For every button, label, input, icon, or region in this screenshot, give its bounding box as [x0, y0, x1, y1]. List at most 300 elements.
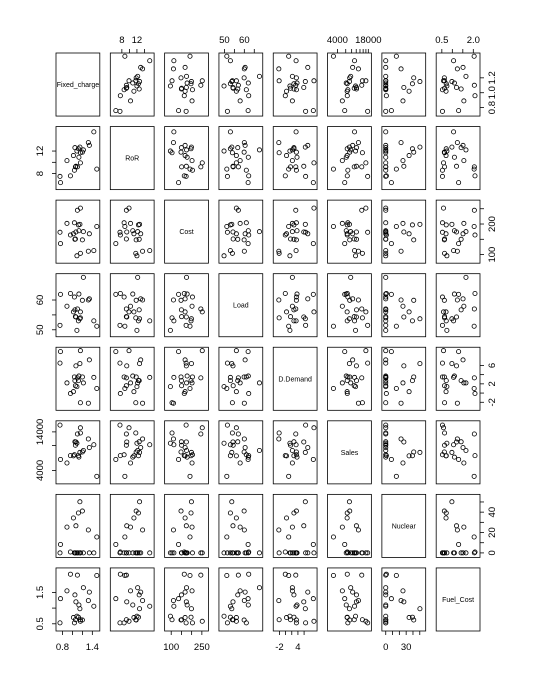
data-point-2-7-20 — [440, 221, 444, 225]
data-point-2-3-0 — [231, 237, 235, 241]
panel-frame-7-1 — [110, 568, 154, 631]
data-point-0-1-3 — [132, 89, 136, 93]
data-point-4-5-17 — [354, 379, 358, 383]
data-point-0-5-2 — [352, 59, 356, 63]
panel-frame-6-4 — [273, 494, 317, 557]
data-point-7-4-16 — [311, 597, 315, 601]
data-point-2-5-19 — [348, 238, 352, 242]
data-point-4-7-4 — [472, 386, 476, 390]
data-point-3-1-11 — [131, 292, 135, 296]
data-point-0-7-2 — [451, 59, 455, 63]
data-point-2-4-19 — [294, 238, 298, 242]
data-point-0-5-5 — [356, 67, 360, 71]
data-point-6-0-8 — [87, 551, 91, 555]
data-point-0-2-21 — [184, 85, 188, 89]
data-point-5-7-18 — [442, 431, 446, 435]
bottom-tick-label-0-1: 1.4 — [85, 642, 99, 653]
bottom-tick-label-4-0: -2 — [275, 642, 284, 653]
data-point-1-5-15 — [364, 161, 368, 165]
data-point-6-7-21 — [454, 524, 458, 528]
data-point-6-3-3 — [234, 516, 238, 520]
data-point-1-2-6 — [184, 148, 188, 152]
data-point-3-1-3 — [132, 310, 136, 314]
data-point-2-6-1 — [401, 221, 405, 225]
data-point-6-3-9 — [228, 511, 232, 515]
data-point-0-4-21 — [302, 85, 306, 89]
data-point-5-0-1 — [65, 461, 69, 465]
data-point-6-4-4 — [287, 535, 291, 539]
data-point-1-0-5 — [86, 140, 90, 144]
right-tick-label-6-0: 0 — [487, 550, 498, 556]
data-point-4-5-4 — [331, 386, 335, 390]
data-point-6-2-19 — [179, 509, 183, 513]
data-point-3-2-20 — [190, 295, 194, 299]
data-point-2-0-16 — [58, 241, 62, 245]
data-point-0-3-14 — [247, 94, 251, 98]
data-point-4-5-10 — [366, 361, 370, 365]
data-point-5-2-13 — [168, 441, 172, 445]
data-point-2-4-15 — [312, 206, 316, 210]
data-point-2-3-21 — [231, 230, 235, 234]
data-point-4-1-18 — [134, 401, 138, 405]
data-point-7-3-20 — [244, 621, 248, 625]
data-point-7-6-12 — [418, 607, 422, 611]
data-point-3-1-6 — [136, 275, 140, 279]
data-point-4-5-7 — [360, 376, 364, 380]
data-point-3-2-1 — [190, 304, 194, 308]
data-point-3-0-4 — [95, 324, 99, 328]
data-point-4-6-1 — [401, 381, 405, 385]
data-point-1-4-10 — [304, 174, 308, 178]
data-point-0-7-17 — [459, 87, 463, 91]
data-point-6-3-1 — [238, 525, 242, 529]
data-point-3-5-7 — [360, 307, 364, 311]
data-point-7-0-5 — [86, 598, 90, 602]
data-point-1-3-16 — [246, 181, 250, 185]
top-tick-label-1-0: 8 — [119, 35, 125, 46]
left-tick-label-1-0: 8 — [35, 170, 46, 177]
data-point-2-3-5 — [242, 249, 246, 253]
top-tick-label-5-1: 18000 — [355, 35, 382, 46]
data-point-3-4-18 — [277, 316, 281, 320]
top-tick-label-3-0: 50 — [219, 35, 230, 46]
data-point-3-6-10 — [384, 323, 388, 327]
panel-frame-6-7 — [436, 494, 480, 557]
data-point-6-2-20 — [190, 551, 194, 555]
data-point-3-5-10 — [366, 323, 370, 327]
data-point-4-3-5 — [242, 401, 246, 405]
right-tick-label-4-1: 2 — [487, 381, 498, 387]
data-point-2-7-10 — [440, 230, 444, 234]
data-point-5-1-1 — [128, 461, 132, 465]
data-point-1-6-12 — [418, 145, 422, 149]
data-point-0-4-15 — [312, 79, 316, 83]
data-point-1-0-16 — [58, 181, 62, 185]
data-point-1-5-4 — [331, 167, 335, 171]
data-point-5-1-7 — [124, 432, 128, 436]
data-point-7-5-16 — [343, 597, 347, 601]
data-point-0-3-15 — [234, 79, 238, 83]
data-point-2-7-15 — [441, 206, 445, 210]
data-point-2-7-1 — [462, 221, 466, 225]
data-point-4-0-18 — [78, 401, 82, 405]
panel-frame-3-6 — [382, 274, 426, 337]
data-point-4-5-13 — [353, 385, 357, 389]
data-point-5-2-10 — [184, 423, 188, 427]
data-point-7-4-20 — [294, 621, 298, 625]
data-point-4-1-5 — [140, 401, 144, 405]
data-point-0-3-8 — [243, 65, 247, 69]
data-point-3-7-20 — [440, 295, 444, 299]
data-point-6-2-9 — [189, 511, 193, 515]
data-point-7-0-4 — [95, 573, 99, 577]
data-point-3-7-13 — [445, 328, 449, 332]
data-point-4-3-8 — [243, 358, 247, 362]
data-point-6-0-14 — [68, 550, 72, 554]
data-point-0-7-14 — [473, 94, 477, 98]
variable-label-load: Load — [233, 302, 249, 310]
data-point-7-1-11 — [131, 603, 135, 607]
data-point-3-4-4 — [287, 324, 291, 328]
panel-frame-1-6 — [382, 127, 426, 190]
data-point-2-7-17 — [459, 237, 463, 241]
data-point-7-6-17 — [384, 593, 388, 597]
data-point-6-0-5 — [86, 528, 90, 532]
data-point-5-3-3 — [234, 454, 238, 458]
top-tick-label-1-1: 12 — [131, 35, 143, 46]
data-point-1-2-16 — [176, 181, 180, 185]
data-point-7-2-2 — [172, 604, 176, 608]
data-point-2-0-4 — [95, 224, 99, 228]
data-point-5-4-16 — [311, 457, 315, 461]
data-point-5-1-16 — [114, 457, 118, 461]
data-point-6-0-3 — [71, 516, 75, 520]
top-tick-label-7-0: 0.5 — [435, 35, 449, 46]
data-point-4-7-10 — [440, 361, 444, 365]
data-point-6-7-3 — [444, 516, 448, 520]
data-point-6-1-4 — [123, 535, 127, 539]
data-point-0-3-4 — [225, 54, 229, 58]
data-point-2-1-1 — [128, 221, 132, 225]
data-point-7-2-10 — [184, 621, 188, 625]
data-point-2-4-4 — [287, 224, 291, 228]
panel-frame-5-1 — [110, 421, 154, 484]
data-point-4-0-5 — [86, 401, 90, 405]
data-point-4-1-10 — [118, 361, 122, 365]
data-point-3-2-5 — [171, 298, 175, 302]
data-point-2-5-18 — [360, 251, 364, 255]
data-point-6-0-4 — [95, 535, 99, 539]
data-point-0-5-4 — [331, 54, 335, 58]
data-point-2-5-16 — [343, 241, 347, 245]
data-point-5-3-7 — [236, 432, 240, 436]
data-point-1-0-1 — [65, 159, 69, 163]
data-point-6-4-14 — [283, 550, 287, 554]
data-point-2-5-13 — [353, 254, 357, 258]
data-point-0-7-4 — [472, 54, 476, 58]
panel-frame-4-6 — [382, 347, 426, 410]
data-point-7-1-12 — [137, 607, 141, 611]
data-point-6-2-3 — [183, 516, 187, 520]
data-point-2-6-9 — [410, 223, 414, 227]
data-point-1-7-15 — [441, 161, 445, 165]
data-point-4-1-14 — [118, 391, 122, 395]
data-point-7-3-11 — [246, 603, 250, 607]
data-point-1-5-7 — [360, 165, 364, 169]
data-point-0-1-4 — [123, 54, 127, 58]
data-point-3-4-0 — [288, 315, 292, 319]
data-point-6-1-2 — [148, 551, 152, 555]
data-point-0-7-8 — [461, 65, 465, 69]
data-point-6-7-1 — [462, 525, 466, 529]
data-point-7-0-10 — [58, 621, 62, 625]
data-point-3-0-13 — [75, 328, 79, 332]
data-point-7-5-8 — [351, 590, 355, 594]
data-point-3-1-16 — [114, 292, 118, 296]
data-point-3-4-10 — [304, 323, 308, 327]
data-point-3-2-14 — [182, 291, 186, 295]
data-point-3-0-14 — [68, 291, 72, 295]
data-point-3-2-21 — [184, 315, 188, 319]
data-point-4-2-15 — [200, 349, 204, 353]
data-point-0-6-9 — [410, 82, 414, 86]
data-point-4-7-8 — [461, 358, 465, 362]
data-point-4-6-12 — [418, 361, 422, 365]
data-point-0-4-8 — [306, 65, 310, 69]
data-point-2-7-7 — [472, 208, 476, 212]
data-point-0-6-10 — [384, 109, 388, 113]
right-tick-label-0-0: 0.8 — [487, 100, 498, 115]
right-tick-label-4-2: 6 — [487, 362, 498, 369]
data-point-1-5-14 — [345, 174, 349, 178]
data-point-1-6-2 — [384, 130, 388, 134]
data-point-2-4-13 — [288, 254, 292, 258]
data-point-0-3-19 — [242, 76, 246, 80]
data-point-0-1-16 — [114, 108, 118, 112]
data-point-1-7-12 — [450, 145, 454, 149]
left-tick-label-1-1: 12 — [35, 145, 46, 157]
data-point-5-7-14 — [473, 454, 477, 458]
data-point-7-5-14 — [345, 572, 349, 576]
data-point-2-3-11 — [246, 229, 250, 233]
data-point-5-3-10 — [225, 423, 229, 427]
data-point-4-3-18 — [230, 401, 234, 405]
data-point-0-5-20 — [346, 88, 350, 92]
data-point-4-6-14 — [384, 391, 388, 395]
data-point-1-4-18 — [277, 151, 281, 155]
data-point-5-7-17 — [459, 440, 463, 444]
data-point-0-2-8 — [183, 65, 187, 69]
data-point-0-6-14 — [384, 94, 388, 98]
data-point-0-6-19 — [412, 76, 416, 80]
data-point-0-1-17 — [137, 87, 141, 91]
data-point-1-3-7 — [236, 165, 240, 169]
data-point-2-6-16 — [389, 241, 393, 245]
data-point-3-1-1 — [128, 304, 132, 308]
data-point-4-0-2 — [92, 375, 96, 379]
data-point-0-4-6 — [290, 74, 294, 78]
data-point-0-6-5 — [399, 67, 403, 71]
data-point-5-4-15 — [312, 426, 316, 430]
panel-frame-1-0 — [56, 127, 100, 190]
data-point-6-2-12 — [189, 500, 193, 504]
data-point-5-4-2 — [294, 443, 298, 447]
data-point-0-5-8 — [351, 65, 355, 69]
data-point-1-7-20 — [440, 168, 444, 172]
data-point-6-1-16 — [114, 542, 118, 546]
variable-label-d-demand: D.Demand — [278, 376, 312, 384]
data-point-4-7-21 — [454, 364, 458, 368]
data-point-5-1-8 — [139, 445, 143, 449]
data-point-4-2-20 — [190, 375, 194, 379]
data-point-6-5-16 — [343, 542, 347, 546]
data-point-4-6-5 — [399, 401, 403, 405]
data-point-4-6-18 — [384, 401, 388, 405]
data-point-4-0-10 — [58, 361, 62, 365]
data-point-7-4-11 — [295, 603, 299, 607]
data-point-1-6-16 — [389, 181, 393, 185]
data-point-5-3-18 — [230, 431, 234, 435]
data-point-2-1-8 — [139, 232, 143, 236]
data-point-1-4-5 — [277, 140, 281, 144]
data-point-6-0-12 — [78, 500, 82, 504]
data-point-1-2-17 — [179, 146, 183, 150]
data-point-3-7-7 — [472, 307, 476, 311]
data-point-7-2-17 — [179, 593, 183, 597]
data-point-7-5-6 — [349, 586, 353, 590]
data-point-0-2-11 — [185, 81, 189, 85]
data-point-5-0-4 — [95, 474, 99, 478]
data-point-0-3-20 — [244, 88, 248, 92]
data-point-4-2-11 — [185, 374, 189, 378]
data-point-1-3-18 — [230, 151, 234, 155]
data-point-0-3-13 — [222, 84, 226, 88]
data-point-5-4-1 — [290, 461, 294, 465]
data-point-0-2-19 — [179, 76, 183, 80]
data-point-7-3-13 — [222, 614, 226, 618]
data-point-3-6-6 — [384, 275, 388, 279]
data-point-1-3-6 — [257, 148, 261, 152]
data-point-0-7-1 — [462, 99, 466, 103]
data-point-6-4-21 — [302, 524, 306, 528]
data-point-7-3-19 — [242, 618, 246, 622]
data-point-5-7-12 — [450, 450, 454, 454]
panel-frame-2-1 — [110, 200, 154, 263]
data-point-2-6-5 — [399, 249, 403, 253]
bottom-tick-label-6-0: 0 — [383, 642, 389, 653]
data-point-0-2-20 — [190, 88, 194, 92]
data-point-3-5-3 — [345, 310, 349, 314]
panel-frame-0-6 — [382, 53, 426, 116]
data-point-7-4-12 — [303, 607, 307, 611]
panel-frame-1-2 — [165, 127, 209, 190]
data-point-3-7-21 — [454, 315, 458, 319]
data-point-3-0-8 — [87, 297, 91, 301]
data-point-4-2-7 — [199, 376, 203, 380]
data-point-6-3-6 — [257, 551, 261, 555]
data-point-0-6-8 — [384, 65, 388, 69]
data-point-3-4-16 — [311, 292, 315, 296]
data-point-2-5-10 — [366, 230, 370, 234]
data-point-4-5-18 — [360, 401, 364, 405]
data-point-4-0-1 — [65, 381, 69, 385]
data-point-0-2-4 — [188, 54, 192, 58]
data-point-5-7-10 — [440, 423, 444, 427]
data-point-3-5-17 — [354, 308, 358, 312]
data-point-0-3-6 — [257, 74, 261, 78]
data-point-6-4-15 — [312, 551, 316, 555]
data-point-7-1-20 — [122, 621, 126, 625]
data-point-4-2-2 — [172, 375, 176, 379]
data-point-7-2-18 — [170, 618, 174, 622]
data-point-5-6-4 — [394, 474, 398, 478]
data-point-6-0-21 — [74, 524, 78, 528]
data-point-3-7-11 — [452, 292, 456, 296]
data-point-7-2-15 — [200, 619, 204, 623]
data-point-7-1-14 — [118, 572, 122, 576]
data-point-3-0-10 — [58, 323, 62, 327]
data-point-4-6-19 — [412, 375, 416, 379]
data-point-5-4-6 — [290, 448, 294, 452]
variable-label-cost: Cost — [179, 229, 194, 237]
data-point-3-2-17 — [179, 308, 183, 312]
data-point-0-3-1 — [238, 99, 242, 103]
data-point-5-6-15 — [384, 426, 388, 430]
data-point-5-6-12 — [418, 450, 422, 454]
data-point-5-3-1 — [238, 461, 242, 465]
data-point-5-3-6 — [257, 448, 261, 452]
data-point-0-3-11 — [246, 81, 250, 85]
data-point-7-1-16 — [114, 597, 118, 601]
data-point-3-6-12 — [418, 317, 422, 321]
data-point-7-3-1 — [238, 589, 242, 593]
data-point-0-1-10 — [118, 109, 122, 113]
data-point-4-1-2 — [148, 375, 152, 379]
data-point-1-7-21 — [454, 164, 458, 168]
data-point-3-6-16 — [389, 292, 393, 296]
panel-frame-4-1 — [110, 347, 154, 410]
data-point-4-1-15 — [127, 349, 131, 353]
data-point-1-5-5 — [356, 140, 360, 144]
data-point-3-1-13 — [135, 328, 139, 332]
data-point-3-5-4 — [331, 324, 335, 328]
data-point-4-3-15 — [234, 349, 238, 353]
data-point-2-6-12 — [418, 222, 422, 226]
data-point-1-3-13 — [222, 149, 226, 153]
data-point-1-3-2 — [228, 130, 232, 134]
data-point-5-4-18 — [277, 431, 281, 435]
data-point-7-0-12 — [78, 607, 82, 611]
data-point-0-2-13 — [168, 84, 172, 88]
data-point-0-2-7 — [199, 83, 203, 87]
data-point-7-2-1 — [190, 589, 194, 593]
data-point-5-2-1 — [190, 461, 194, 465]
data-point-1-4-1 — [290, 159, 294, 163]
data-point-7-3-14 — [247, 572, 251, 576]
data-point-2-5-4 — [331, 224, 335, 228]
data-point-5-1-4 — [123, 474, 127, 478]
data-point-3-6-3 — [407, 310, 411, 314]
data-point-6-3-5 — [242, 528, 246, 532]
data-point-4-3-16 — [246, 349, 250, 353]
data-point-3-6-21 — [402, 315, 406, 319]
data-point-4-0-15 — [78, 349, 82, 353]
data-point-4-2-4 — [188, 386, 192, 390]
data-point-3-2-0 — [180, 315, 184, 319]
data-point-4-7-7 — [472, 376, 476, 380]
data-point-2-3-17 — [236, 237, 240, 241]
data-point-2-1-6 — [136, 230, 140, 234]
